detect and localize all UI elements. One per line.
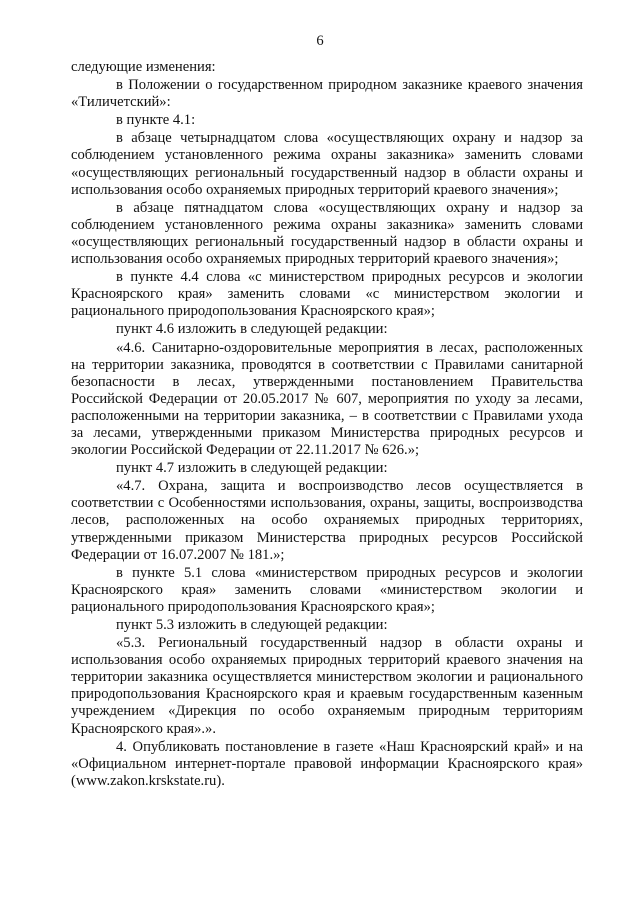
paragraph-abzac-15: в абзаце пятнадцатом слова «осуществляющих охрану и надзор за соблюдением установленного режима охраны заказника» заменить словами «осуществляющих региональный государственный надзор в области охраны и использования особо охраняемых природных территорий краевого значения»; [71, 199, 583, 268]
paragraph-punkt-4-7-header: пункт 4.7 изложить в следующей редакции: [116, 460, 388, 477]
paragraph-punkt-4-7-text: «4.7. Охрана, защита и воспроизводство лесов осуществляется в соответствии с Особенностями использования, охраны, защиты, воспроизводства лесов, расположенных на особо охраняемых природных территориях, утвержденными приказом Министерства природных ресурсов Российской Федерации от 16.07.2007 № 181.»; [71, 478, 583, 563]
paragraph-punkt-5-1: в пункте 5.1 слова «министерством природных ресурсов и экологии Красноярского края» заменить словами «министерством экологии и рационального природопользования Красноярского края»; [71, 564, 583, 615]
paragraph-punkt-4-6-text: «4.6. Санитарно-оздоровительные мероприятия в лесах, расположенных на территории заказника, проводятся в соответствии с Правилами санитарной безопасности в лесах, утвержденными постановлением Правительства Российской Федерации от 20.05.2017 № 607, мероприятия по уходу за лесами, расположенными на территории заказника, – в соответствии с Правилами ухода за лесами, утвержденными приказом Министерства природных ресурсов и экологии Российской Федерации от 22.11.2017 № 626.»; [71, 339, 583, 459]
paragraph-abzac-14: в абзаце четырнадцатом слова «осуществляющих охрану и надзор за соблюдением установленного режима охраны заказника» заменить словами «осуществляющих региональный государственный надзор в области охраны и использования особо охраняемых природных территорий краевого значения»; [71, 130, 583, 198]
paragraph-polozhenie: в Положении о государственном природном заказнике краевого значения «Тиличетский»: [71, 77, 583, 111]
paragraph-punkt-5-3-header: пункт 5.3 изложить в следующей редакции: [116, 617, 388, 633]
paragraph-punkt-4-1: в пункте 4.1: [116, 112, 196, 129]
page-number: 6 [316, 33, 324, 49]
document-body [71, 59, 583, 790]
paragraph-punkt-5-3-text: «5.3. Региональный государственный надзор в области охраны и использования особо охраняемых природных территорий краевого значения на территории заказника осуществляется министерством экологии и рационального природопользования Красноярского края и краевым государственным казенным учреждением «Дирекция по особо охраняемым природным территориям Красноярского края».». [71, 635, 583, 737]
paragraph-punkt-4-6-header: пункт 4.6 изложить в следующей редакции: [116, 321, 388, 338]
paragraph-publication: 4. Опубликовать постановление в газете «Наш Красноярский край» и на «Официальном интернет-портале правовой информации Красноярского края» (www.zakon.krskstate.ru). [71, 738, 583, 789]
paragraph-punkt-4-4: в пункте 4.4 слова «с министерством природных ресурсов и экологии Красноярского края» заменить словами «с министерством экологии и рационального природопользования Красноярского края»; [71, 269, 583, 320]
paragraph-intro: следующие изменения: [71, 59, 216, 75]
